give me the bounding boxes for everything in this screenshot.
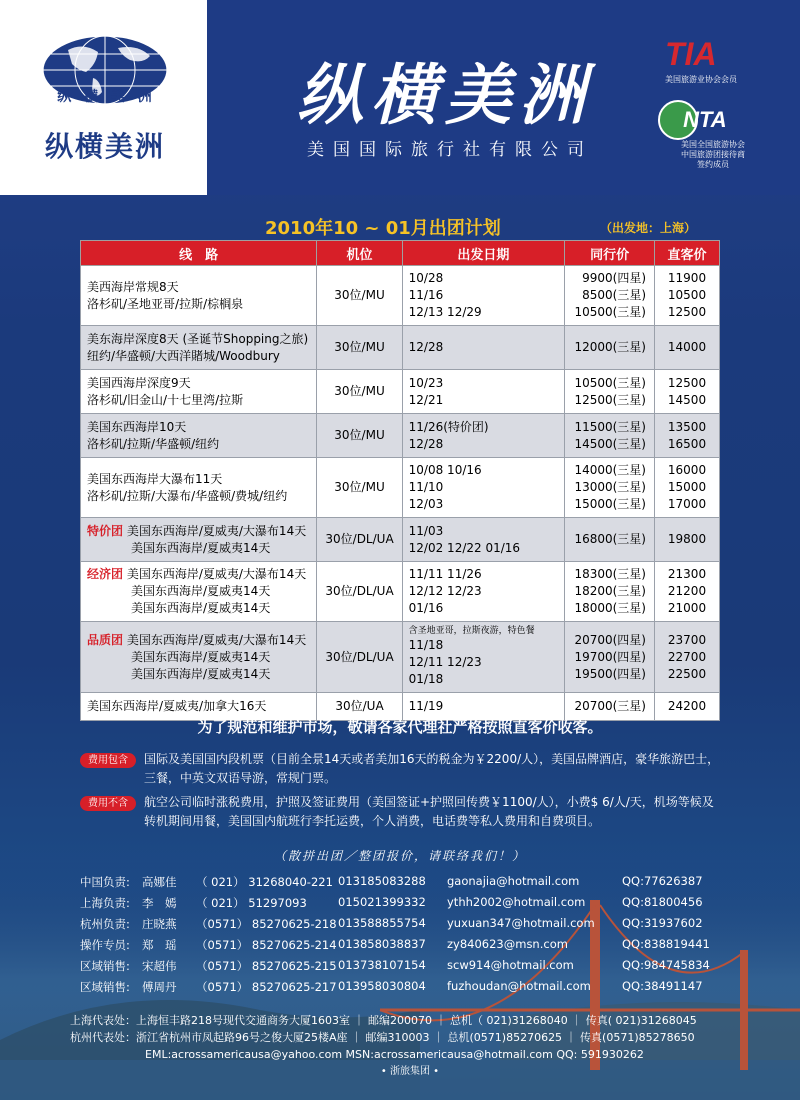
route-line: 洛杉矶/拉斯/华盛顿/纽约 [87, 436, 220, 451]
date-line: 12/11 12/23 [408, 655, 482, 669]
date-line: 12/12 12/23 [408, 584, 482, 598]
nta-badge [658, 100, 783, 170]
peer-price: 18200(三星) [574, 584, 646, 598]
peer-price: 8500(三星) [582, 288, 646, 302]
peer-price-cell [565, 518, 655, 562]
route-line: 美国东西海岸10天 [87, 419, 187, 434]
contact-row [80, 979, 740, 998]
peer-price: 20700(三星) [574, 699, 646, 713]
tour-type-tag: 经济团 [87, 567, 124, 581]
direct-price: 15000 [667, 480, 707, 494]
peer-price: 16800(三星) [574, 532, 646, 546]
nta-caption-3: 签约成员 [697, 160, 729, 169]
fees-included-text: 国际及美国国内段机票（目前全景14天或者美加16天的税金为￥2200/人），美国品牌酒店，豪华旅游巴士，三餐，中英文双语导游，常规门票。 [144, 752, 720, 785]
date-line: 11/03 [408, 523, 444, 538]
direct-price-cell [655, 266, 720, 326]
peer-price: 10500(三星) [574, 305, 646, 319]
date-line: 12/28 [408, 436, 444, 451]
peer-price: 18300(三星) [574, 567, 646, 581]
company-logo [0, 0, 207, 195]
header-dates: 出发日期 [402, 241, 565, 266]
flight-cell: 30位/DL/UA [317, 518, 402, 562]
contact-phone: （0571） 85270625-217 [196, 980, 337, 994]
direct-price: 12500 [667, 375, 707, 390]
direct-price-cell [655, 414, 720, 458]
dates-cell [402, 622, 565, 693]
contact-role: 中国负责: [80, 875, 130, 889]
direct-price-cell [655, 562, 720, 622]
table-row [81, 518, 720, 562]
direct-price: 13500 [667, 419, 707, 434]
contact-row [80, 895, 740, 914]
peer-price: 14500(三星) [574, 436, 646, 451]
peer-price: 15000(三星) [574, 497, 646, 511]
route-line: 美国东西海岸/夏威夷14天 [131, 666, 271, 681]
contact-qq: QQ:81800456 [622, 895, 703, 909]
contact-name: 傅周丹 [142, 980, 177, 994]
contact-name: 庄晓燕 [142, 917, 177, 931]
contact-qq: QQ:31937602 [622, 916, 703, 930]
peer-price: 12500(三星) [574, 392, 646, 407]
logo-caption-big: 纵横美洲 [44, 130, 165, 163]
route-line: 美国东西海岸/夏威夷/大瀑布14天 [126, 567, 307, 581]
contact-qq: QQ:984745834 [622, 958, 710, 972]
contact-qq: QQ:838819441 [622, 937, 710, 951]
direct-price: 16500 [667, 436, 707, 451]
peer-price-cell [565, 562, 655, 622]
contact-row [80, 937, 740, 956]
direct-price: 16000 [667, 463, 707, 477]
route-cell [81, 370, 317, 414]
contact-role: 杭州负责: [80, 917, 130, 931]
table-row [81, 370, 720, 414]
date-line: 11/19 [408, 699, 444, 713]
route-line: 美国东西海岸/夏威夷14天 [131, 584, 271, 598]
contact-phone: （0571） 85270625-218 [196, 917, 337, 931]
date-line: 12/28 [408, 340, 444, 354]
route-line: 洛杉矶/拉斯/大瀑布/华盛顿/费城/纽约 [87, 488, 288, 503]
direct-price: 23700 [667, 632, 707, 647]
itinerary-note: 含圣地亚哥，拉斯夜游，特色餐 [408, 626, 535, 636]
dates-cell [402, 370, 565, 414]
route-line: 美国东西海岸/夏威夷14天 [131, 649, 271, 664]
contact-qq: QQ:77626387 [622, 874, 703, 888]
fees-excluded-text: 航空公司临时涨税费用，护照及签证费用（美国签证+护照回传费￥1100/人），小费$ 6/人/天，机场等候及转机期间用餐，美国国内航班行李托运费，个人消费，电话费等私人费用和自费项目。 [144, 795, 714, 828]
direct-price: 17000 [667, 497, 707, 511]
dates-cell [402, 458, 565, 518]
contact-mobile: 015021399332 [338, 895, 426, 909]
contact-row [80, 958, 740, 977]
direct-price: 24200 [667, 699, 707, 713]
online-contacts: EML:acrossamericausa@yahoo.com MSN:acrossamericausa@hotmail.com QQ: 591930262 [145, 1048, 644, 1061]
shanghai-office-address: 上海代表处：上海恒丰路218号现代交通商务大厦1603室 ｜ 邮编200070 ｜ 总机（ 021)31268040 ｜ 传真( 021)31268045 [70, 1014, 697, 1027]
contact-heading: （散拼出团／整团报价，请联络我们！） [273, 849, 526, 863]
logo-caption-small: 纵 横 美 洲 [57, 89, 156, 105]
route-cell [81, 266, 317, 326]
date-line: 11/18 [408, 638, 444, 652]
tia-logo: TIA [665, 36, 717, 72]
peer-price-cell [565, 266, 655, 326]
contact-qq: QQ:38491147 [622, 979, 703, 993]
peer-price: 19700(四星) [574, 649, 646, 664]
header-flight: 机位 [317, 241, 402, 266]
direct-price: 10500 [667, 288, 707, 302]
table-row [81, 266, 720, 326]
date-line: 01/16 [408, 601, 444, 615]
dates-cell [402, 518, 565, 562]
table-row [81, 326, 720, 370]
contact-role: 上海负责: [80, 896, 130, 910]
contact-mobile: 013588855754 [338, 916, 426, 930]
tia-caption: 美国旅游业协会会员 [665, 75, 737, 84]
peer-price: 18000(三星) [574, 601, 646, 615]
peer-price: 12000(三星) [574, 340, 646, 354]
route-line: 美西海岸常规8天 [87, 279, 179, 294]
date-line: 11/26(特价团) [408, 419, 489, 434]
group-mark: • 浙旅集团 • [380, 1066, 440, 1077]
tour-type-tag: 品质团 [87, 632, 124, 647]
flight-cell: 30位/DL/UA [317, 622, 402, 693]
route-line: 美国东西海岸/夏威夷14天 [131, 601, 271, 615]
route-cell [81, 518, 317, 562]
direct-price: 21300 [667, 567, 707, 581]
route-line: 美国东西海岸/夏威夷14天 [131, 540, 271, 555]
peer-price-cell [565, 458, 655, 518]
contact-name: 高娜佳 [142, 875, 177, 889]
peer-price: 13000(三星) [574, 480, 646, 494]
contact-role: 区域销售: [80, 980, 130, 994]
contact-phone: （0571） 85270625-214 [196, 938, 337, 952]
direct-price-cell [655, 458, 720, 518]
flight-cell: 30位/DL/UA [317, 562, 402, 622]
route-cell [81, 562, 317, 622]
peer-price-cell [565, 414, 655, 458]
contact-mobile: 013738107154 [338, 958, 426, 972]
brand-subtitle: 美国国际旅行社有限公司 [307, 140, 593, 160]
dates-cell [402, 326, 565, 370]
date-line: 12/02 12/22 01/16 [408, 540, 521, 555]
contact-email[interactable]: scw914@hotmail.com [447, 958, 574, 972]
nta-caption-2: 中国旅游团接待商 [681, 150, 745, 159]
hangzhou-office-address: 杭州代表处：浙江省杭州市凤起路96号之俊大厦25楼A座 ｜ 邮编310003 ｜ 总机(0571)85270625 ｜ 传真(0571)85278650 [70, 1031, 695, 1044]
peer-price: 9900(四星) [582, 271, 646, 285]
flight-cell: 30位/MU [317, 414, 402, 458]
table-row [81, 622, 720, 693]
date-line: 11/11 11/26 [408, 567, 482, 581]
flight-cell: 30位/UA [317, 693, 402, 721]
contact-mobile: 013858038837 [338, 937, 426, 951]
contact-mobile: 013185083288 [338, 874, 426, 888]
direct-price: 14000 [667, 340, 707, 354]
date-line: 11/10 [408, 480, 444, 494]
direct-price: 12500 [667, 305, 707, 319]
route-line: 洛杉矶/圣地亚哥/拉斯/棕榈泉 [87, 296, 244, 311]
dates-cell [402, 266, 565, 326]
footer [70, 1012, 750, 1080]
fees-included-badge: 费用包含 [80, 753, 136, 768]
direct-price: 22700 [667, 649, 707, 664]
contact-name: 宋超伟 [142, 959, 177, 973]
direct-price: 21200 [667, 584, 707, 598]
contact-email[interactable]: zy840623@msn.com [447, 937, 568, 951]
direct-price: 19800 [667, 532, 707, 546]
table-row [81, 414, 720, 458]
nta-caption-1: 美国全国旅游协会 [681, 140, 745, 149]
date-line: 12/21 [408, 392, 444, 407]
date-line: 10/28 [408, 271, 444, 285]
contact-email[interactable]: fuzhoudan@hotmail.com [447, 979, 591, 993]
contact-mobile: 013958030804 [338, 979, 426, 993]
peer-price-cell [565, 326, 655, 370]
departure-city: （出发地：上海） [600, 221, 697, 235]
tour-schedule-table [80, 240, 720, 721]
route-cell [81, 326, 317, 370]
direct-price-cell [655, 370, 720, 414]
date-line: 01/18 [408, 672, 444, 686]
pricing-notice: 为了规范和维护市场，敬请各家代理社严格按照直客价收客。 [197, 718, 603, 736]
direct-price-cell [655, 518, 720, 562]
contact-email[interactable]: yuxuan347@hotmail.com [447, 916, 595, 930]
flight-cell: 30位/MU [317, 266, 402, 326]
contact-name: 李 嫣 [142, 896, 177, 910]
route-line: 洛杉矶/旧金山/十七里湾/拉斯 [87, 392, 244, 407]
header-direct-price: 直客价 [655, 241, 720, 266]
direct-price: 22500 [667, 666, 707, 681]
contact-role: 操作专员: [80, 938, 130, 952]
contact-phone: （ 021） 31268040-221 [196, 875, 333, 889]
schedule-title: 2010年10 ~ 01月出团计划 [265, 218, 501, 239]
contact-role: 区域销售: [80, 959, 130, 973]
peer-price: 19500(四星) [574, 666, 646, 681]
contact-email[interactable]: gaonajia@hotmail.com [447, 874, 580, 888]
route-line: 美国西海岸深度9天 [87, 375, 191, 390]
contact-name: 郑 瑶 [142, 938, 177, 952]
dates-cell [402, 414, 565, 458]
direct-price-cell [655, 622, 720, 693]
flight-cell: 30位/MU [317, 458, 402, 518]
peer-price: 11500(三星) [574, 419, 646, 434]
route-line: 美国东西海岸/夏威夷/大瀑布14天 [126, 632, 307, 647]
table-row [81, 562, 720, 622]
peer-price: 20700(四星) [574, 632, 646, 647]
contact-phone: （0571） 85270625-215 [196, 959, 337, 973]
contact-row [80, 916, 740, 935]
header-banner [0, 0, 800, 195]
direct-price: 11900 [667, 271, 707, 285]
dates-cell [402, 562, 565, 622]
fees-excluded-badge: 费用不含 [80, 796, 136, 811]
route-line: 美国东西海岸/夏威夷/大瀑布14天 [126, 523, 307, 538]
tour-type-tag: 特价团 [87, 523, 124, 538]
date-line: 11/16 [408, 288, 444, 302]
route-cell [81, 414, 317, 458]
table-header-row [81, 241, 720, 266]
route-line: 美东海岸深度8天 (圣诞节Shopping之旅) [87, 331, 309, 346]
peer-price-cell [565, 622, 655, 693]
flight-cell: 30位/MU [317, 370, 402, 414]
date-line: 12/13 12/29 [408, 305, 482, 319]
peer-price: 14000(三星) [574, 463, 646, 477]
direct-price-cell [655, 326, 720, 370]
date-line: 10/08 10/16 [408, 463, 482, 477]
header-route: 线 路 [81, 241, 317, 266]
date-line: 10/23 [408, 375, 444, 390]
route-line: 美国东西海岸/夏威夷/加拿大16天 [87, 699, 267, 713]
route-cell [81, 622, 317, 693]
contact-email[interactable]: ythh2002@hotmail.com [447, 895, 586, 909]
route-cell [81, 458, 317, 518]
peer-price-cell [565, 370, 655, 414]
nta-logo: NTA [683, 107, 727, 132]
direct-price: 21000 [667, 601, 707, 615]
contact-phone: （ 021） 51297093 [196, 896, 307, 910]
date-line: 12/03 [408, 497, 444, 511]
route-line: 美国东西海岸大瀑布11天 [87, 471, 223, 486]
contact-row [80, 874, 740, 893]
flight-cell: 30位/MU [317, 326, 402, 370]
brand-title: 纵横美洲 [297, 56, 593, 134]
peer-price: 10500(三星) [574, 375, 646, 390]
tia-badge [665, 38, 775, 93]
route-line: 纽约/华盛顿/大西洋賭城/Woodbury [87, 348, 280, 363]
header-peer-price: 同行价 [565, 241, 655, 266]
table-row [81, 458, 720, 518]
direct-price: 14500 [667, 392, 707, 407]
